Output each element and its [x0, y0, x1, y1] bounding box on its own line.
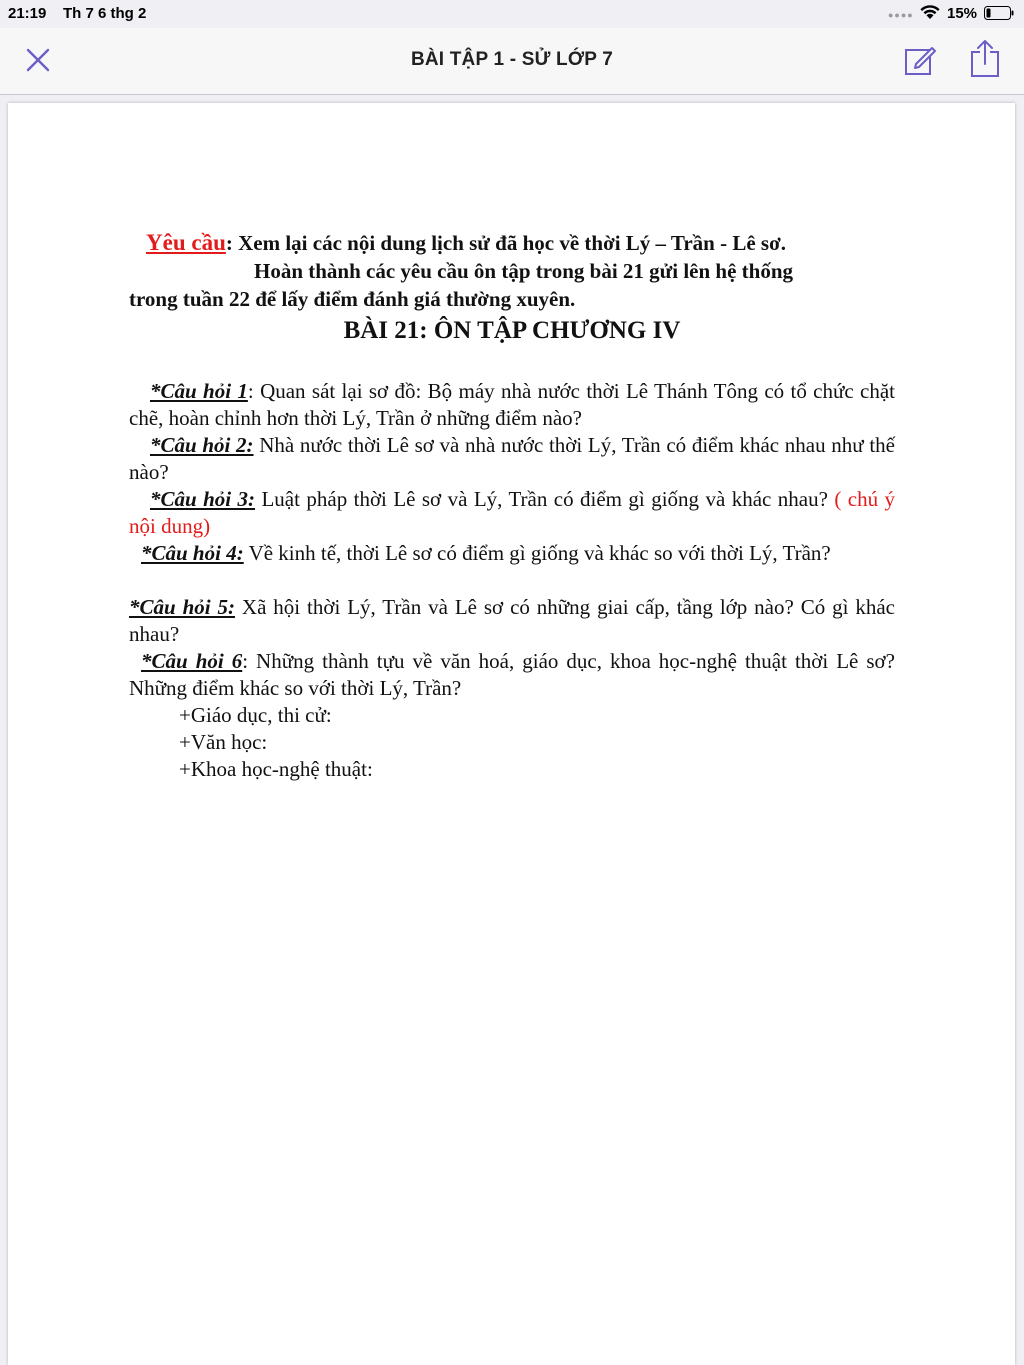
question-label: *Câu hỏi 6: [141, 649, 243, 673]
share-icon[interactable]: [968, 38, 1002, 78]
sub-item-education: +Giáo dục, thi cử:: [179, 703, 332, 727]
question-5: [129, 594, 895, 648]
requirement-label: Yêu cầu: [146, 230, 226, 255]
question-label: *Câu hỏi 2:: [150, 433, 254, 457]
signal-dots-icon: ●●●●: [888, 10, 914, 20]
requirement-block: [129, 229, 895, 313]
page-title: BÀI TẬP 1 - SỬ LỚP 7: [410, 49, 614, 70]
document-content: [129, 229, 895, 783]
question-2: [129, 432, 895, 486]
question-text: Xã hội thời Lý, Trần và Lê sơ có những giai cấp, tầng lớp nào? Có gì khác nhau?: [129, 595, 895, 646]
spacer: [129, 567, 895, 594]
edit-icon[interactable]: [903, 42, 939, 78]
requirement-line-2: Hoàn thành các yêu cầu ôn tập trong bài 21 gửi lên hệ thống: [254, 259, 794, 283]
question-note: ( chú ý nội dung): [129, 487, 895, 538]
question-text: Luật pháp thời Lê sơ và Lý, Trần có điểm gì giống và khác nhau?: [255, 487, 835, 511]
nav-bar: [0, 28, 1024, 95]
question-label: *Câu hỏi 3:: [150, 487, 256, 511]
requirement-line-3: trong tuần 22 để lấy điểm đánh giá thường xuyên.: [129, 287, 576, 311]
question-label: *Câu hỏi 4:: [141, 541, 244, 565]
status-date: Th 7 6 thg 2: [63, 5, 147, 22]
battery-percentage: 15%: [947, 5, 978, 22]
sub-item-literature: +Văn học:: [179, 730, 268, 754]
sub-item-science-art: +Khoa học-nghệ thuật:: [179, 757, 373, 781]
question-label: *Câu hỏi 1: [150, 379, 248, 403]
question-text: : Những thành tựu về văn hoá, giáo dục, khoa học-nghệ thuật thời Lê sơ? Những điểm khác so với thời Lý, Trần?: [129, 649, 895, 700]
battery-icon: [984, 6, 1014, 20]
question-1: [129, 378, 895, 432]
question-3: [129, 486, 895, 540]
question-4: [129, 540, 895, 567]
status-bar: [0, 0, 1024, 28]
document-viewer[interactable]: [0, 95, 1024, 1365]
question-text: Nhà nước thời Lê sơ và nhà nước thời Lý, Trần có điểm khác nhau như thế nào?: [129, 433, 895, 484]
question-6: [129, 648, 895, 702]
wifi-icon: [919, 4, 941, 20]
question-text: : Quan sát lại sơ đồ: Bộ máy nhà nước thời Lê Thánh Tông có tổ chức chặt chẽ, hoàn chỉnh hơn thời Lý, Trần ở những điểm nào?: [129, 379, 895, 430]
requirement-line-1: : Xem lại các nội dung lịch sử đã học về thời Lý – Trần - Lê sơ.: [225, 231, 786, 255]
document-page: [8, 103, 1015, 1365]
question-text: Về kinh tế, thời Lê sơ có điểm gì giống và khác so với thời Lý, Trần?: [243, 541, 831, 565]
questions-list: [129, 378, 895, 783]
document-title: BÀI 21: ÔN TẬP CHƯƠNG IV: [343, 317, 681, 344]
status-time: 21:19: [8, 5, 47, 22]
question-label: *Câu hỏi 5:: [129, 595, 235, 619]
